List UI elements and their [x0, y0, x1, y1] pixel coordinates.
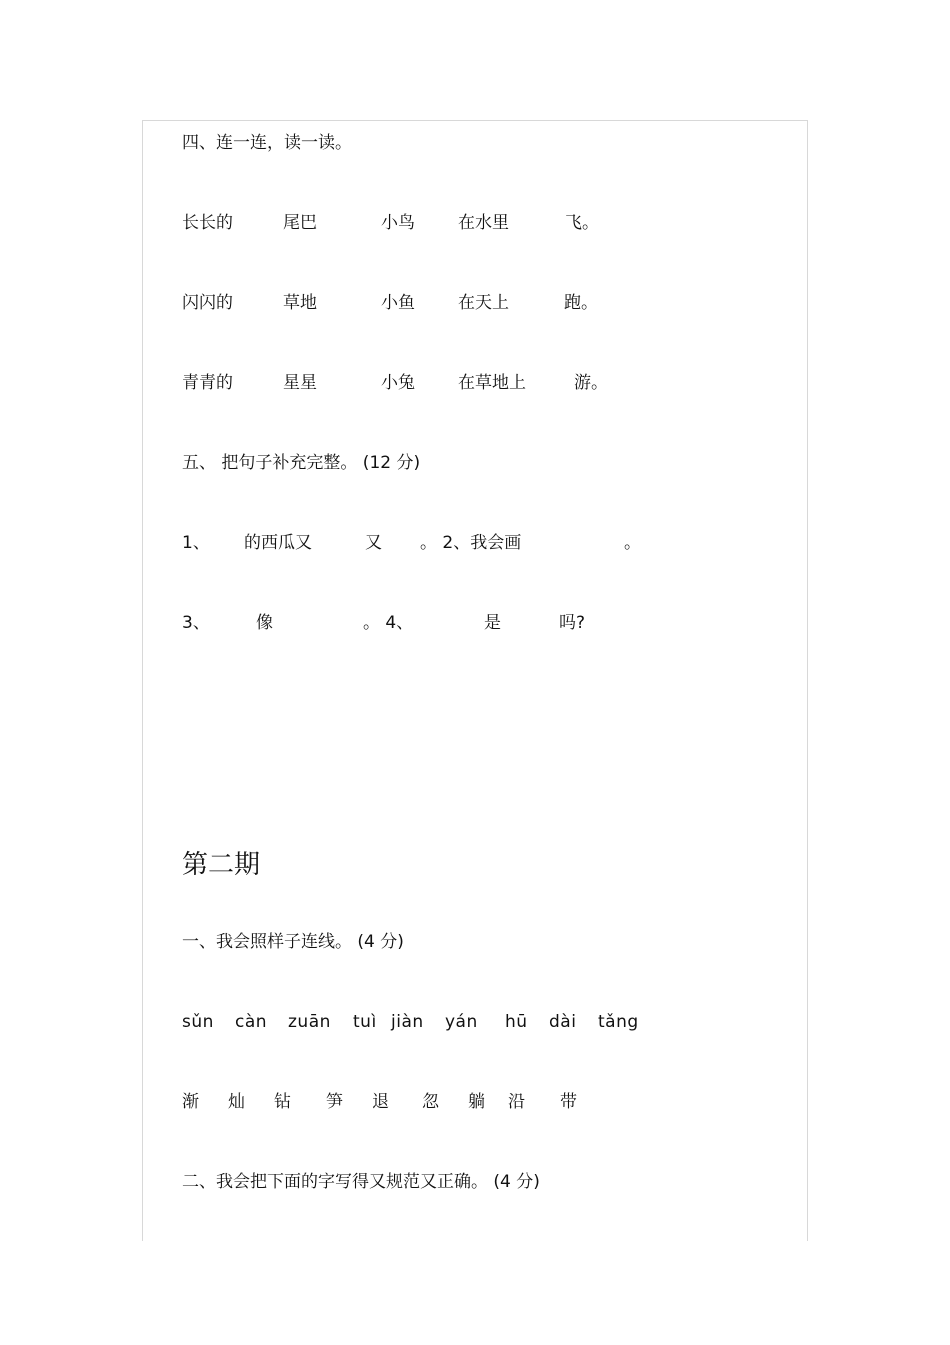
- fill-text: 又: [365, 533, 382, 553]
- fill-text: 的西瓜又: [244, 533, 312, 553]
- char-item: 躺: [468, 1092, 485, 1112]
- match-item: 在草地上: [458, 373, 526, 393]
- char-item: 渐: [182, 1092, 199, 1112]
- page-frame: [142, 120, 808, 1241]
- pinyin-item: dài: [549, 1012, 577, 1032]
- match-item: 在水里: [458, 213, 509, 233]
- fill-text: 3、: [182, 613, 210, 633]
- fill-text: 。: [624, 533, 641, 553]
- q2-title: 二、我会把下面的字写得又规范又正确。 (4 分): [182, 1172, 540, 1192]
- char-item: 忽: [422, 1092, 439, 1112]
- pinyin-item: hū: [505, 1012, 528, 1032]
- char-item: 灿: [228, 1092, 245, 1112]
- char-item: 笋: [326, 1092, 343, 1112]
- fill-text: 1、: [182, 533, 210, 553]
- match-item: 在天上: [458, 293, 509, 313]
- pinyin-item: tuì: [353, 1012, 377, 1032]
- char-item: 带: [560, 1092, 577, 1112]
- pinyin-item: yán: [445, 1012, 478, 1032]
- section4-title: 四、连一连，读一读。: [182, 133, 352, 153]
- match-item: 小兔: [381, 373, 415, 393]
- part2-heading: 第二期: [182, 850, 261, 880]
- fill-text: 。 2、我会画: [420, 533, 522, 553]
- fill-text: 吗?: [559, 613, 586, 633]
- pinyin-item: sǔn: [182, 1012, 214, 1032]
- pinyin-item: tǎng: [598, 1012, 639, 1032]
- section5-title: 五、 把句子补充完整。 (12 分): [182, 453, 421, 473]
- pinyin-item: zuān: [288, 1012, 331, 1032]
- match-item: 长长的: [182, 213, 233, 233]
- match-item: 小鱼: [381, 293, 415, 313]
- char-item: 退: [372, 1092, 389, 1112]
- q1-title: 一、我会照样子连线。 (4 分): [182, 932, 404, 952]
- pinyin-item: càn: [235, 1012, 268, 1032]
- match-item: 游。: [574, 373, 608, 393]
- match-item: 星星: [283, 373, 317, 393]
- match-item: 飞。: [565, 213, 599, 233]
- fill-text: 。 4、: [363, 613, 414, 633]
- match-item: 草地: [283, 293, 317, 313]
- match-item: 闪闪的: [182, 293, 233, 313]
- fill-text: 是: [484, 613, 501, 633]
- match-item: 尾巴: [283, 213, 317, 233]
- match-item: 小鸟: [381, 213, 415, 233]
- char-item: 钻: [274, 1092, 291, 1112]
- fill-text: 像: [256, 613, 273, 633]
- match-item: 青青的: [182, 373, 233, 393]
- match-item: 跑。: [564, 293, 598, 313]
- char-item: 沿: [508, 1092, 525, 1112]
- pinyin-item: jiàn: [391, 1012, 424, 1032]
